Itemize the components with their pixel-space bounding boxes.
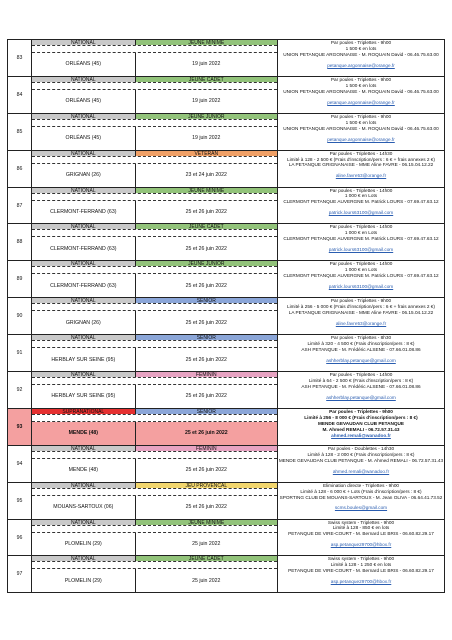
table-row [7, 114, 445, 151]
details-cell [278, 446, 444, 482]
competition-table [7, 39, 445, 593]
date: 25 et 26 juin 2022 [136, 385, 277, 408]
city: PLOMELIN (29) [32, 569, 136, 592]
detail-line: SPORTING CLUB DE MOUANS-SARTOUX - M. Jean OLIVA - 06.64.41.73.52 [279, 494, 443, 500]
details-cell [278, 483, 444, 519]
details-cell [278, 77, 444, 113]
event-cell [32, 520, 278, 556]
detail-line: Swiss system - Triplettes - 9h00 [327, 519, 395, 525]
table-row [7, 446, 445, 483]
detail-line: MENDE GEVAUDAN CLUB PETANQUE [317, 420, 405, 426]
type-label: SÉNIOR [136, 298, 277, 303]
date: 25 juin 2022 [136, 533, 277, 556]
detail-line: UNION PETANQUE ARGONNAISE - M. ROQUAIN David - 06.46.75.63.00 [283, 125, 439, 131]
type-label: JEUNE JUNIOR [136, 261, 277, 266]
table-row [7, 335, 445, 372]
city: ORLÉANS (45) [32, 127, 136, 150]
event-cell [32, 114, 278, 150]
detail-line: Limité à 256 - 5 000 € (Frais d'inscription/pers : 6 € + frais annexes 2 €) [287, 304, 435, 310]
table-row [7, 556, 445, 593]
date: 25 juin 2022 [136, 569, 277, 592]
city: PLOMELIN (29) [32, 533, 136, 556]
table-row [7, 372, 445, 409]
event-cell [32, 151, 278, 187]
detail-line: 1 000 € en Lots [344, 193, 378, 199]
detail-line: UNION PETANQUE ARGONNAISE - M. ROQUAIN David - 06.46.75.63.00 [283, 51, 439, 57]
detail-line: Limité à 320 - 4 500 € (Frais d'inscription/pers : 8 €) [307, 341, 415, 347]
row-number: 84 [8, 77, 32, 113]
type-label: SÉNIOR [136, 335, 277, 340]
city: CLERMONT-FERRAND (63) [32, 237, 136, 260]
details-cell [278, 335, 444, 371]
detail-line: Limité à 128 - 6 000 € + Lots (Frais d'inscription/pers : 8 €) [300, 488, 422, 494]
type-label: JEU PROVENCAL [136, 483, 277, 488]
detail-line: Limité à 128 - 850 € en lots [332, 525, 390, 531]
detail-line: Limité à 128 - 2 000 € (Frais d'inscription/pers : 8 €) [307, 451, 415, 457]
detail-line: Par poules - Triplettes - 14h00 [329, 261, 393, 267]
detail-line: Limité à 128 - 1 250 € en lots [330, 562, 392, 568]
category-label: NATIONAL [32, 151, 136, 156]
email-link[interactable]: aline.favre53@orange.fr [335, 173, 387, 179]
detail-line: 1 500 € en lots [345, 82, 377, 88]
table-row [7, 483, 445, 520]
city: HERBLAY SUR SEINE (95) [32, 385, 136, 408]
type-label: JEUNE MINIME [136, 188, 277, 193]
category-label: NATIONAL [32, 40, 136, 45]
table-row [7, 188, 445, 225]
date: 25 et 26 juin 2022 [136, 348, 277, 371]
date: 19 juin 2022 [136, 127, 277, 150]
detail-line: Par poules - Triplettes - 9h00 [330, 298, 392, 304]
detail-line: CLERMONT PETANQUE AUVERGNE M. Patrick LOURS - 07.69.47.63.12 [283, 199, 439, 205]
event-cell [32, 261, 278, 297]
row-number: 83 [8, 40, 32, 76]
date: 25 et 26 juin 2022 [136, 201, 277, 224]
row-number: 87 [8, 188, 32, 224]
city: MOUANS-SARTOUX (06) [32, 496, 136, 519]
email-link[interactable]: ahmed.remali@wanadoo.fr [331, 432, 391, 438]
category-label: NATIONAL [32, 446, 136, 451]
type-label: JEUNE JUNIOR [136, 114, 277, 119]
event-cell [32, 298, 278, 334]
email-link[interactable]: patrick.lours63100@gmail.com [328, 284, 394, 290]
city: HERBLAY SUR SEINE (95) [32, 348, 136, 371]
detail-line: M. Ahmed REMALI - 06.72.57.31.43 [322, 426, 400, 432]
row-number: 85 [8, 114, 32, 150]
details-cell [278, 372, 444, 408]
type-label: SÉNIOR [136, 409, 277, 414]
detail-line: LA PETANQUE GRIGNANAISE - MME Aline FAVRE - 06.15.04.12.22 [288, 310, 434, 316]
details-cell [278, 224, 444, 260]
type-label: JEUNE MINIME [136, 520, 277, 525]
row-number: 93 [8, 409, 32, 445]
event-cell [32, 335, 278, 371]
date: 25 et 26 juin 2022 [136, 459, 277, 482]
row-number: 92 [8, 372, 32, 408]
email-link[interactable]: petanque.argonnaise@orange.fr [327, 99, 395, 105]
category-label: NATIONAL [32, 224, 136, 229]
table-row [7, 40, 445, 77]
event-cell [32, 483, 278, 519]
date: 23 et 24 juin 2022 [136, 164, 277, 187]
city: GRIGNAN (26) [32, 311, 136, 334]
detail-line: 1 000 € en Lots [344, 230, 378, 236]
detail-line: Par poules - Triplettes - 9h00 [330, 40, 392, 45]
details-cell [278, 261, 444, 297]
city: GRIGNAN (26) [32, 164, 136, 187]
category-label: NATIONAL [32, 261, 136, 266]
type-label: JEUNE MINIME [136, 40, 277, 45]
table-row [7, 224, 445, 261]
detail-line: Limité à 128 - 2 500 € (Frais d'inscription/pers : 6 € + frais annexes 2 €) [287, 156, 435, 162]
date: 25 et 26 juin 2022 [136, 311, 277, 334]
row-number: 88 [8, 224, 32, 260]
detail-line: Par poules - Triplettes - 9h00 [330, 76, 392, 82]
event-cell [32, 224, 278, 260]
date: 19 juin 2022 [136, 53, 277, 76]
detail-line: Par poules - Triplettes - 14h00 [329, 224, 393, 230]
detail-line: Limité à 64 - 2 500 € (Frais d'inscription/pers : 8 €) [308, 377, 414, 383]
date: 25 et 26 juin 2022 [136, 237, 277, 260]
detail-line: 1 500 € en lots [345, 45, 377, 51]
email-link[interactable]: ashherblay.petanque@gmail.com [326, 357, 396, 363]
details-cell [278, 188, 444, 224]
detail-line: Par poules - Triplettes - 14h00 [329, 187, 393, 193]
event-cell [32, 409, 278, 445]
date: 25 et 26 juin 2022 [136, 496, 277, 519]
row-number: 97 [8, 556, 32, 592]
email-link[interactable]: aline.favre53@orange.fr [335, 320, 387, 326]
table-row [7, 520, 445, 557]
type-label: JEUNE CADET [136, 224, 277, 229]
detail-line: Elimination directe - Triplettes - 9h00 [322, 482, 400, 488]
category-label: NATIONAL [32, 372, 136, 377]
city: ORLÉANS (45) [32, 90, 136, 113]
event-cell [32, 556, 278, 592]
email-link[interactable]: ashherblay.petanque@gmail.com [326, 394, 396, 400]
category-label: NATIONAL [32, 335, 136, 340]
email-link[interactable]: patrick.lours63100@gmail.com [328, 247, 394, 253]
detail-line: LA PETANQUE GRIGNANAISE - MME Aline FAVRE - 06.15.04.12.22 [288, 162, 434, 168]
detail-line: Swiss system - Triplettes - 9h00 [327, 556, 395, 562]
details-cell [278, 409, 444, 445]
detail-line: 1 500 € en lots [345, 119, 377, 125]
detail-line: 1 000 € en Lots [344, 267, 378, 273]
row-number: 89 [8, 261, 32, 297]
detail-line: Par poules - Triplettes - 9h00 [330, 113, 392, 119]
row-number: 86 [8, 151, 32, 187]
category-label: NATIONAL [32, 188, 136, 193]
city: MENDE (48) [32, 459, 136, 482]
row-number: 90 [8, 298, 32, 334]
category-label: SUPRANATIONAL [32, 409, 136, 414]
date: 25 et 26 juin 2022 [136, 274, 277, 297]
detail-line: Par poules - Triplettes - 14h30 [329, 150, 393, 156]
email-link[interactable]: petanque.argonnaise@orange.fr [327, 62, 395, 68]
table-row [7, 409, 445, 446]
email-link[interactable]: petanque.argonnaise@orange.fr [327, 136, 395, 142]
category-label: NATIONAL [32, 298, 136, 303]
detail-line: CLERMONT PETANQUE AUVERGNE M. Patrick LOURS - 07.69.47.63.12 [283, 236, 439, 242]
details-cell [278, 298, 444, 334]
event-cell [32, 188, 278, 224]
email-link[interactable]: ahmed.remali@wanadoo.fr [332, 468, 390, 474]
type-label: JEUNE CADET [136, 556, 277, 561]
table-row [7, 151, 445, 188]
table-row [7, 298, 445, 335]
detail-line: UNION PETANQUE ARGONNAISE - M. ROQUAIN David - 06.46.75.63.00 [283, 88, 439, 94]
details-cell [278, 40, 444, 76]
event-cell [32, 372, 278, 408]
event-cell [32, 40, 278, 76]
city: MENDE (48) [32, 422, 136, 445]
detail-line: Limité à 256 - 8 000 € (Frais d'inscription/pers : 8 €) [304, 414, 418, 420]
category-label: NATIONAL [32, 77, 136, 82]
type-label: FÉMININ [136, 446, 277, 451]
detail-line: Par poules - Triplettes - 8h30 [330, 335, 392, 341]
category-label: NATIONAL [32, 114, 136, 119]
event-cell [32, 77, 278, 113]
category-label: NATIONAL [32, 556, 136, 561]
detail-line: Par poules - Triplettes - 14h00 [329, 372, 393, 378]
detail-line: MENDE GEVAUDAN CLUB PETANQUE - M. Ahmed REMALI - 06.72.57.31.43 [278, 457, 444, 463]
row-number: 96 [8, 520, 32, 556]
row-number: 94 [8, 446, 32, 482]
details-cell [278, 520, 444, 556]
city: CLERMONT-FERRAND (63) [32, 201, 136, 224]
email-link[interactable]: asp.petanque29700@hbox.fr [330, 542, 392, 548]
table-row [7, 77, 445, 114]
event-cell [32, 446, 278, 482]
table-row [7, 261, 445, 298]
category-label: NATIONAL [32, 483, 136, 488]
type-label: FÉMININ [136, 372, 277, 377]
detail-line: ASH PETANQUE - M. Frédéric ALSENE - 07.66.01.08.86 [301, 383, 421, 389]
type-label: JEUNE CADET [136, 77, 277, 82]
row-number: 91 [8, 335, 32, 371]
city: ORLÉANS (45) [32, 53, 136, 76]
date: 19 juin 2022 [136, 90, 277, 113]
details-cell [278, 151, 444, 187]
email-link[interactable]: scms.boules@gmail.com [334, 505, 388, 511]
email-link[interactable]: asp.petanque29700@hbox.fr [330, 579, 392, 585]
category-label: NATIONAL [32, 520, 136, 525]
email-link[interactable]: patrick.lours63100@gmail.com [328, 210, 394, 216]
type-label: VÉTÉRAN [136, 151, 277, 156]
detail-line: PETANQUE DE VIRE-COURT - M. Bernard LE BRIS - 06.60.82.29.17 [288, 531, 434, 537]
city: CLERMONT-FERRAND (63) [32, 274, 136, 297]
detail-line: CLERMONT PETANQUE AUVERGNE M. Patrick LOURS - 07.69.47.63.12 [283, 273, 439, 279]
detail-line: Par poules - Doublettes - 14h30 [327, 445, 395, 451]
date: 25 et 26 juin 2022 [136, 422, 277, 445]
details-cell [278, 556, 444, 592]
detail-line: ASH PETANQUE - M. Frédéric ALSENE - 07.66.01.08.86 [301, 346, 421, 352]
row-number: 95 [8, 483, 32, 519]
detail-line: PETANQUE DE VIRE-COURT - M. Bernard LE BRIS - 06.60.82.29.17 [288, 568, 434, 574]
detail-line: Par poules - Triplettes - 9h00 [329, 408, 393, 414]
details-cell [278, 114, 444, 150]
